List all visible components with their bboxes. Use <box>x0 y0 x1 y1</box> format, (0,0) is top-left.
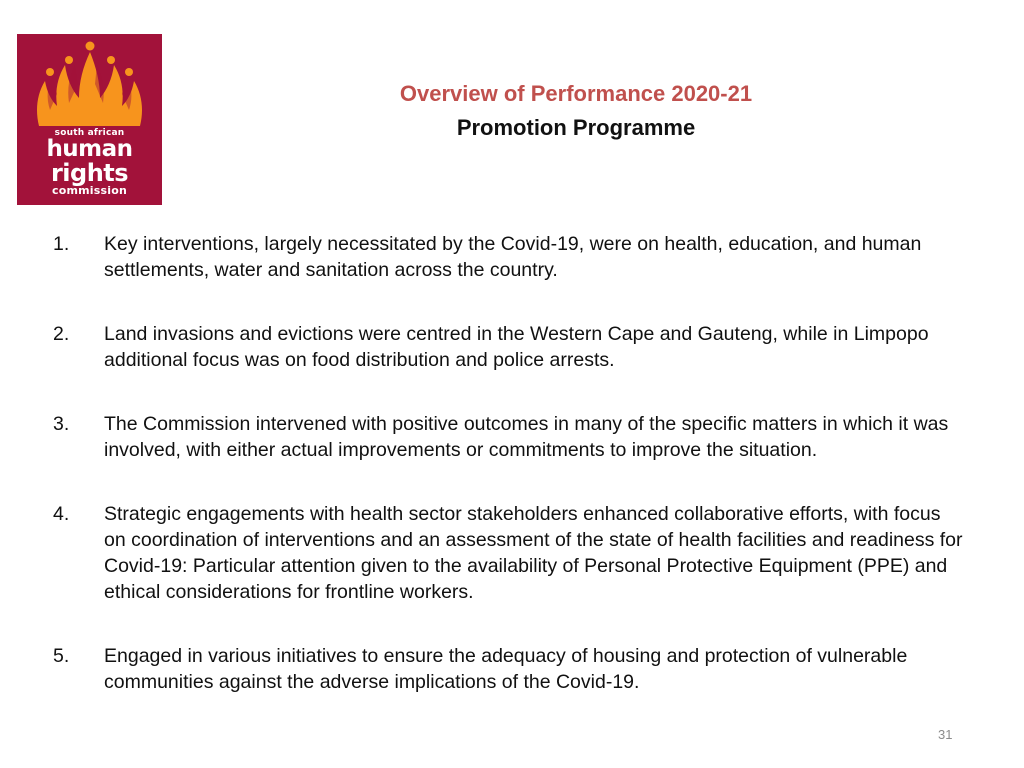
list-item-text: Key interventions, largely necessitated by the Covid-19, were on health, education, and human settlements, water and sanitation across the country. <box>104 233 922 281</box>
logo-line-human: human <box>46 136 133 162</box>
sahrc-logo <box>17 34 162 205</box>
list-item-number: 3. <box>53 413 70 435</box>
list-item-number: 2. <box>53 323 70 345</box>
list-item-number: 4. <box>53 503 70 525</box>
list-item-number: 1. <box>53 233 70 255</box>
page-number: 31 <box>938 727 953 742</box>
list-item <box>0 643 1024 695</box>
list-item-number: 5. <box>53 645 70 667</box>
list-item-text: The Commission intervened with positive outcomes in many of the specific matters in which it was involved, with either actual improvements or commitments to improve the situation. <box>104 413 949 461</box>
list-item <box>0 411 1024 463</box>
list-item <box>0 501 1024 605</box>
logo-line-rights: rights <box>50 159 129 187</box>
slide-title: Overview of Performance 2020-21 <box>399 81 753 106</box>
numbered-list <box>0 231 1024 733</box>
list-item <box>0 231 1024 283</box>
list-item-text: Land invasions and evictions were centred in the Western Cape and Gauteng, while in Limpopo additional focus was on food distribution and police arrests. <box>104 323 929 371</box>
list-item <box>0 321 1024 373</box>
list-item-text: Engaged in various initiatives to ensure the adequacy of housing and protection of vulnerable communities against the adverse implications of the Covid-19. <box>104 645 908 693</box>
logo-line-commission: commission <box>51 184 128 197</box>
logo-line-small: south african <box>54 128 125 138</box>
slide-subtitle: Promotion Programme <box>456 115 696 140</box>
list-item-text: Strategic engagements with health sector stakeholders enhanced collaborative efforts, with focus on coordination of interventions and an assessment of the state of health facilities and readiness for Covid-19: Particular attention given to the availability of Personal Protective Equipment (PPE) and ethical considerations for frontline workers. <box>104 503 963 603</box>
